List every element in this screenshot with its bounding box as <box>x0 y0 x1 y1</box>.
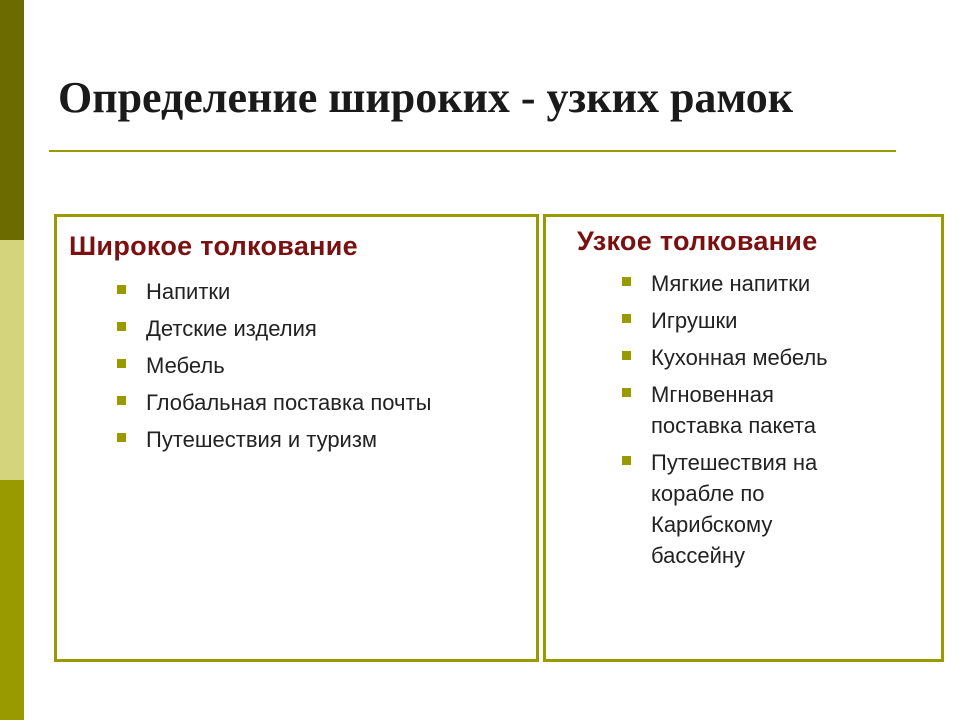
list-item-label: Напитки <box>146 279 231 304</box>
side-accent-bar-top <box>0 0 24 240</box>
narrow-interpretation-panel <box>543 214 944 662</box>
square-bullet-icon <box>622 277 631 286</box>
square-bullet-icon <box>622 456 631 465</box>
side-accent-bar-bottom <box>0 480 24 720</box>
list-item <box>622 305 862 336</box>
slide-title: Определение широких - узких рамок <box>58 73 794 122</box>
list-item-label: Путешествия на корабле по Карибскому бассейну <box>651 450 818 568</box>
square-bullet-icon <box>622 388 631 397</box>
list-item-label: Детские изделия <box>146 316 317 341</box>
square-bullet-icon <box>117 322 126 331</box>
list-item-label: Кухонная мебель <box>651 345 828 370</box>
narrow-heading: Узкое толкование <box>577 226 818 256</box>
square-bullet-icon <box>622 314 631 323</box>
square-bullet-icon <box>117 285 126 294</box>
list-item <box>117 313 447 344</box>
list-item-label: Мгновенная поставка пакета <box>651 382 816 438</box>
list-item <box>622 379 862 441</box>
broad-heading: Широкое толкование <box>69 231 358 261</box>
list-item <box>117 276 447 307</box>
list-item <box>117 350 447 381</box>
list-item-label: Мебель <box>146 353 225 378</box>
square-bullet-icon <box>117 433 126 442</box>
title-divider <box>49 150 896 152</box>
broad-interpretation-panel <box>54 214 539 662</box>
list-item-label: Глобальная поставка почты <box>146 390 432 415</box>
list-item <box>622 268 862 299</box>
list-item-label: Мягкие напитки <box>651 271 811 296</box>
square-bullet-icon <box>117 396 126 405</box>
broad-list <box>117 276 447 461</box>
list-item <box>622 447 862 571</box>
list-item-label: Игрушки <box>651 308 738 333</box>
narrow-list <box>622 268 862 577</box>
list-item <box>117 387 447 418</box>
square-bullet-icon <box>117 359 126 368</box>
square-bullet-icon <box>622 351 631 360</box>
list-item-label: Путешествия и туризм <box>146 427 378 452</box>
list-item <box>622 342 862 373</box>
side-accent-bar-middle <box>0 240 24 480</box>
list-item <box>117 424 447 455</box>
